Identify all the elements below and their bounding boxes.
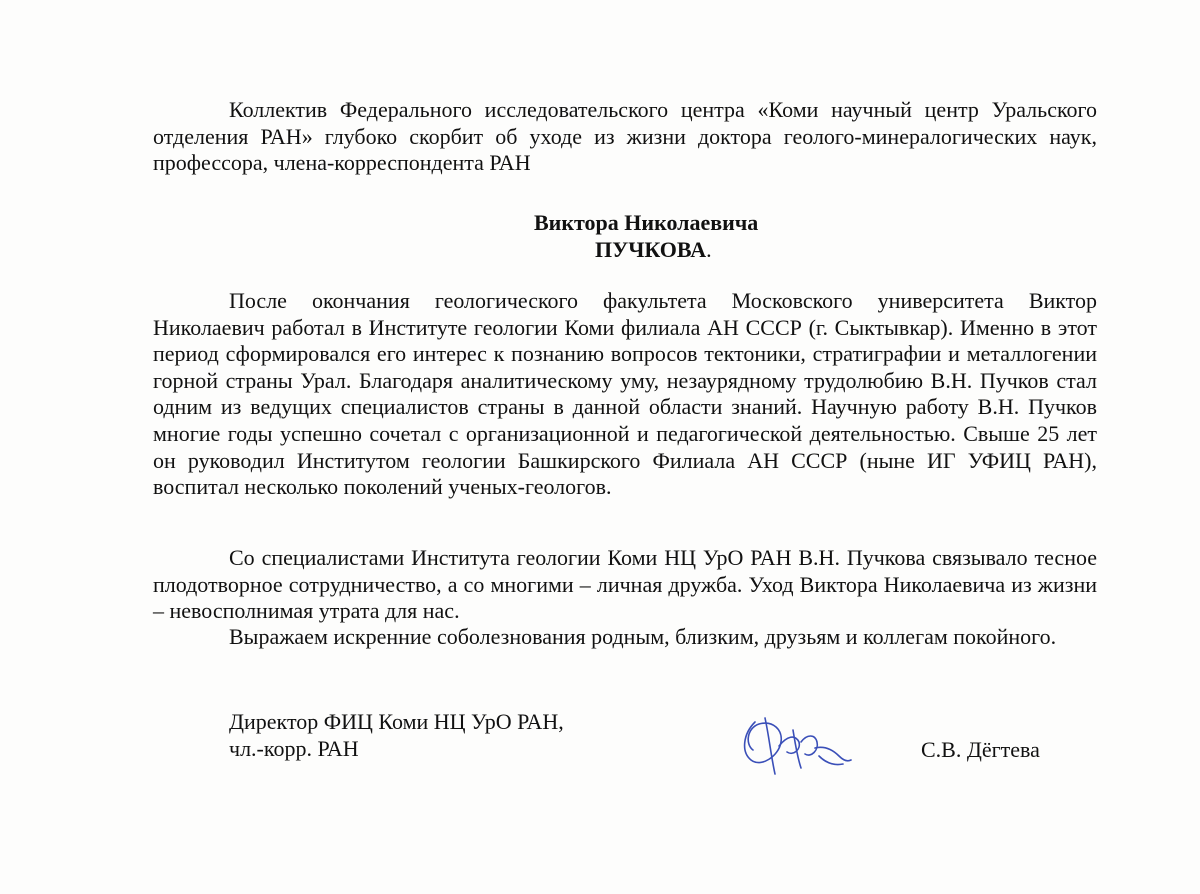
signer-position-line-2: чл.-корр. РАН (229, 736, 359, 761)
deceased-first-names: Виктора Николаевича (534, 210, 759, 235)
deceased-surname-line (595, 237, 712, 263)
signer-position (229, 708, 564, 762)
cooperation-paragraph: Со специалистами Института геологии Коми НЦ УрО РАН В.Н. Пучкова связывало тесное плодотворное сотрудничество, а со многими – личная дружба. Уход Виктора Николаевича из жизни – невосполнимая утрата для нас. (153, 545, 1097, 624)
handwritten-signature (735, 712, 855, 782)
signer-position-line-1: Директор ФИЦ Коми НЦ УрО РАН, (229, 709, 564, 734)
signer-name: С.В. Дёгтева (921, 737, 1040, 762)
deceased-surname: ПУЧКОВА (595, 237, 707, 262)
condolences-paragraph: Выражаем искренние соболезнования родным, близким, друзьям и коллегам покойного. (229, 624, 1057, 649)
biography-paragraph: После окончания геологического факультета Московского университета Виктор Николаевич работал в Институте геологии Коми филиала АН СССР (г. Сыктывкар). Именно в этот период сформировался его интерес к познанию вопросов тектоники, стратиграфии и металлогении горной страны Урал. Благодаря аналитическому уму, незаурядному трудолюбию В.Н. Пучков стал одним из ведущих специалистов страны в данной области знаний. Научную работу В.Н. Пучков многие годы успешно сочетал с организационной и педагогической деятельностью. Свыше 25 лет он руководил Институтом геологии Башкирского Филиала АН СССР (ныне ИГ УФИЦ РАН), воспитал несколько поколений ученых-геологов. (153, 288, 1097, 500)
surname-period: . (706, 237, 712, 262)
intro-paragraph: Коллектив Федерального исследовательского центра «Коми научный центр Уральского отделения РАН» глубоко скорбит об уходе из жизни доктора геолого-минералогических наук, профессора, члена-корреспондента РАН (153, 97, 1097, 176)
